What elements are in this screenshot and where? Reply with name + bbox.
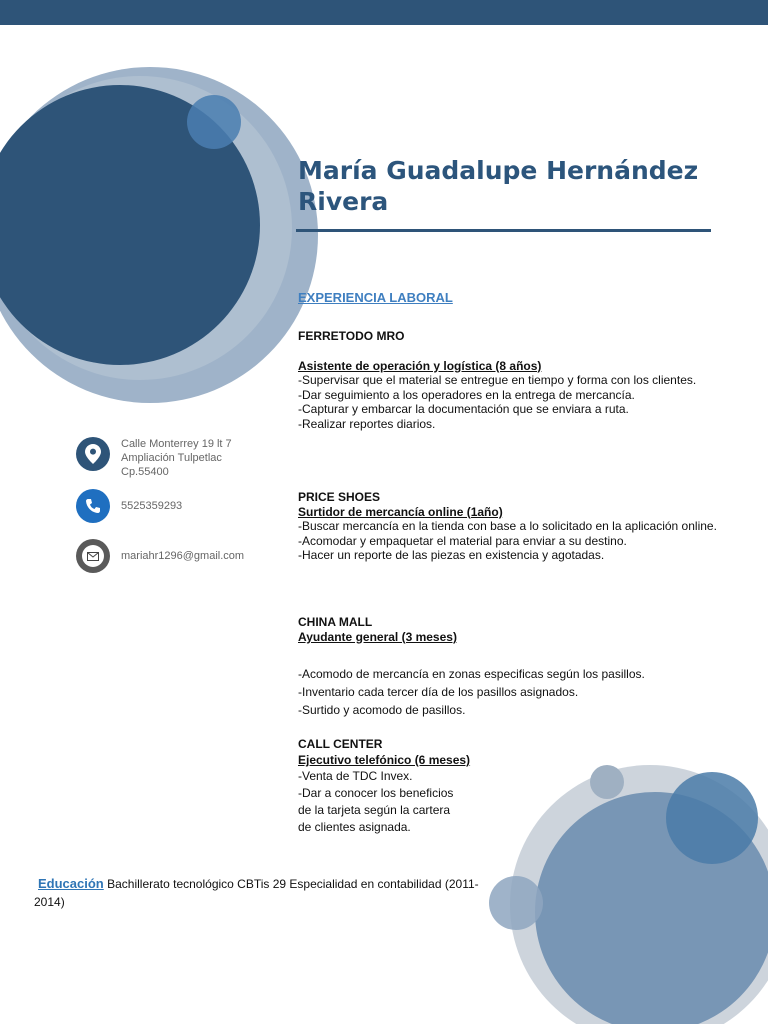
job-role: Surtidor de mercancía online (1año) — [298, 504, 503, 519]
address-line: Calle Monterrey 19 lt 7 — [121, 438, 232, 450]
job-china-mall — [298, 615, 718, 719]
address-line: Cp.55400 — [121, 466, 169, 478]
contact-address — [76, 437, 232, 479]
deco-circle-medium — [666, 772, 758, 864]
job-company: CALL CENTER — [298, 737, 383, 751]
job-price-shoes — [298, 490, 718, 563]
job-role: Ejecutivo telefónico (6 meses) — [298, 753, 471, 767]
job-duty: -Buscar mercancía en la tienda con base a lo solicitado en la aplicación online. — [298, 519, 717, 534]
section-title-experience: EXPERIENCIA LABORAL — [298, 290, 453, 305]
name-divider — [296, 229, 711, 232]
person-name: María Guadalupe Hernández Rivera — [298, 156, 699, 216]
deco-circle-small — [187, 95, 241, 149]
address-line: Ampliación Tulpetlac — [121, 452, 222, 464]
job-duty: -Surtido y acomodo de pasillos. — [298, 703, 466, 718]
job-duty: de la tarjeta según la cartera — [298, 803, 451, 817]
job-duty: -Realizar reportes diarios. — [298, 416, 436, 431]
phone-text: 5525359293 — [121, 500, 183, 512]
location-pin-icon — [76, 437, 110, 471]
job-duty: -Capturar y embarcar la documentación que se enviara a ruta. — [298, 402, 629, 417]
education-section — [34, 875, 494, 911]
contact-phone — [76, 489, 182, 523]
job-ferretodo — [298, 329, 718, 432]
job-duty: -Hacer un reporte de las piezas en existencia y agotadas. — [298, 548, 605, 563]
job-duty: -Dar a conocer los beneficios — [298, 786, 454, 800]
job-duty: de clientes asignada. — [298, 820, 411, 834]
contact-email — [76, 539, 244, 573]
deco-circle-tiny — [590, 765, 624, 799]
job-company: PRICE SHOES — [298, 490, 381, 504]
deco-circle-left — [489, 876, 543, 930]
address-text — [121, 437, 232, 479]
job-duty: -Inventario cada tercer día de los pasillos asignados. — [298, 685, 579, 700]
education-title: Educación — [38, 876, 104, 891]
envelope-icon — [76, 539, 110, 573]
job-company: FERRETODO MRO — [298, 329, 405, 343]
job-duty: -Supervisar que el material se entregue en tiempo y forma con los clientes. — [298, 373, 697, 388]
job-role: Asistente de operación y logística (8 años) — [298, 358, 542, 373]
job-duty: -Acomodo de mercancía en zonas especificas según los pasillos. — [298, 667, 645, 682]
job-duty: -Dar seguimiento a los operadores en la entrega de mercancía. — [298, 387, 635, 402]
education-text: Bachillerato tecnológico CBTis 29 Especialidad en contabilidad (2011-2014) — [34, 877, 479, 909]
job-duty: -Venta de TDC Invex. — [298, 769, 413, 783]
job-role: Ayudante general (3 meses) — [298, 629, 457, 644]
email-text: mariahr1296@gmail.com — [121, 550, 245, 562]
phone-icon — [76, 489, 110, 523]
job-duty: -Acomodar y empaquetar el material para enviar a su destino. — [298, 533, 627, 548]
job-company: CHINA MALL — [298, 615, 373, 629]
job-call-center — [298, 737, 498, 836]
